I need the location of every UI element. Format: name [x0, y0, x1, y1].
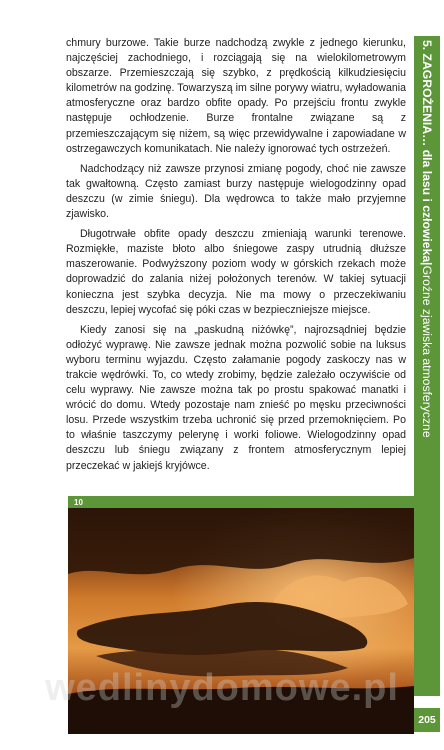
- figure-frame: [68, 496, 414, 734]
- paragraph-4: Kiedy zanosi się na „paskudną niżówkę”, najrozsądniej będzie odłożyć wyprawę. Nie zawsze jednak można pozwolić sobie na luksus wyboru terminu wyjazdu. Często załamanie pogody zaskoczy nas w trakcie wędrówki. To, co wtedy zrobimy, będzie zależało oczywiście od celu wyprawy. Nie zawsze można tak po prostu spakować manatki i wrócić do domu. Wtedy pozostaje nam znieść po męsku przeciwności losu. Przede wszystkim trzeba uchronić się przed przemoknięciem. Po to właśnie taszczymy pelerynę i worki foliowe. Wielogodzinny opad deszczu lub śniegu związany z frontem atmosferycznym lepiej przeczekać w jakiejś kryjówce.: [66, 323, 406, 472]
- body-text: [66, 36, 406, 474]
- page-number: 205: [414, 708, 440, 732]
- section-subtitle: Groźne zjawiska atmosferyczne: [420, 265, 434, 438]
- watermark: wedlinydomowe.pl: [45, 666, 399, 709]
- section-header: [415, 40, 439, 690]
- paragraph-3: Długotrwałe obfite opady deszczu zmieniają warunki terenowe. Rozmiękłe, maziste błoto albo śniegowe zaspy utrudnią dłuższe maszerowanie. Podwyższony poziom wody w górskich rzekach może doprowadzić do zalania niżej położonych terenów. W takiej sytuacji konieczna jest szybka decyzja. Nie ma mowy o przeczekiwaniu deszczu, lepiej wycofać się póki czas w bezpieczniejsze miejsce.: [66, 228, 406, 316]
- paragraph-1: chmury burzowe. Takie burze nadchodzą zwykle z jednego kierunku, najczęściej zachodniego, i rozciągają się na wielokilometrowym obszarze. Przemieszczają się szybko, z prędkością kilkudziesięciu kilometrów na godzinę. Towarzyszą im silne porywy wiatru, wyładowania atmosferyczne oraz bardzo obfite opady. Po przejściu frontu zwykle następuje ochłodzenie. Burze frontalne związane są z przemieszczającym się niżem, są więc przewidywalne i zapowiadane w ostrzegawczych komunikatach. Nie należy ignorować tych ostrzeżeń.: [66, 37, 406, 155]
- storm-cloud-photo: [68, 508, 414, 734]
- figure-number: 10: [74, 498, 83, 507]
- section-separator: |: [420, 262, 434, 266]
- paragraph-2: Nadchodzący niż zawsze przynosi zmianę pogody, choć nie zawsze tak gwałtowną. Często zamiast burzy następuje wielogodzinny opad deszczu (w zimie śniegu). Dla wędrowca to także mało przyjemne zjawisko.: [66, 162, 406, 221]
- section-title: 5. ZAGROŻENIA… dla lasu i człowieka: [420, 40, 434, 263]
